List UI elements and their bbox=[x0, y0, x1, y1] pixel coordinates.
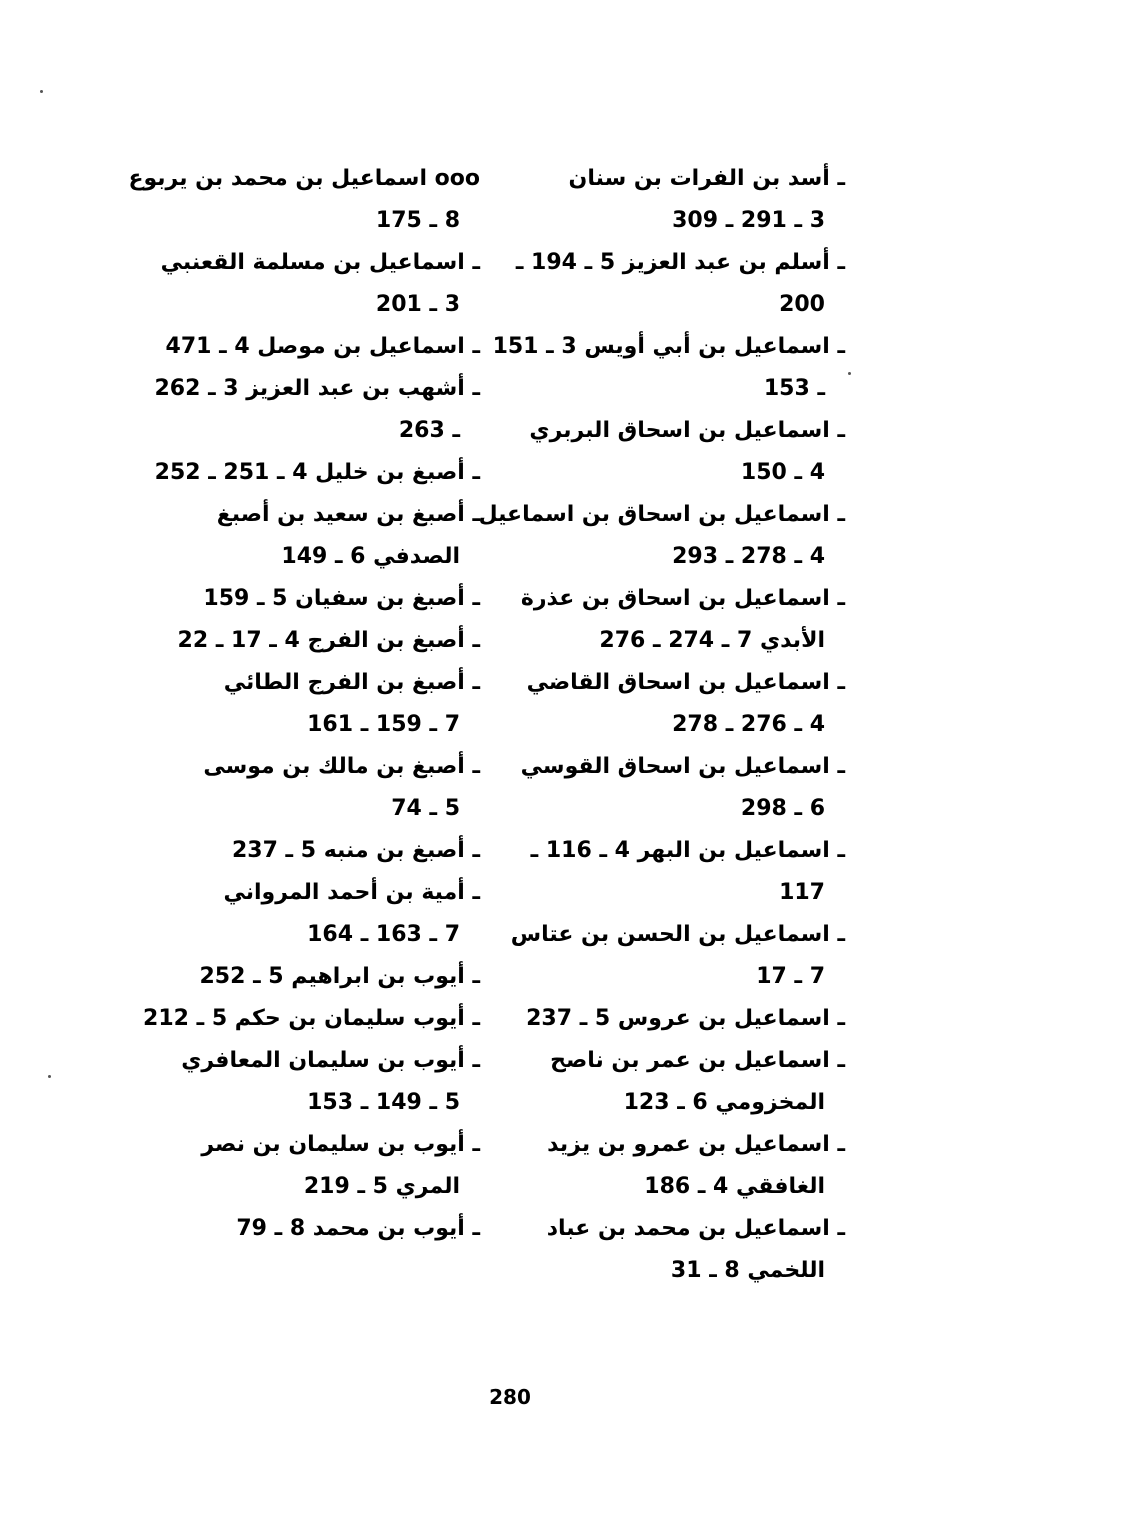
index-entry bbox=[143, 998, 480, 1040]
index-entry-name: ooo اسماعيل بن محمد بن يربوع bbox=[128, 166, 480, 191]
scan-speck bbox=[848, 372, 851, 375]
index-entry-name: ـ اسماعيل بن اسحاق البربري bbox=[529, 418, 845, 443]
page-number: 280 bbox=[489, 1385, 531, 1409]
index-entry-name: ـ اسماعيل بن البهر 4 ـ 116 ـ bbox=[530, 838, 845, 863]
index-entry-continuation: 3 ـ 291 ـ 309 bbox=[672, 208, 825, 233]
index-entry-name: ـ اسماعيل بن الحسن بن عتاس bbox=[510, 922, 845, 947]
index-entry bbox=[150, 368, 480, 452]
index-entry-name: ـ أصبغ بن الفرج الطائي bbox=[223, 670, 480, 695]
index-entry bbox=[520, 746, 845, 830]
index-entry-name: ـ اسماعيل بن اسحاق القوسي bbox=[520, 754, 845, 779]
index-entry-name: ـ أيوب بن محمد 8 ـ 79 bbox=[236, 1216, 480, 1241]
index-entry bbox=[478, 494, 845, 578]
index-entry-name: ـ أيوب بن سليمان بن نصر bbox=[201, 1132, 480, 1157]
index-entry-continuation: 4 ـ 150 bbox=[740, 460, 825, 485]
index-entry-name: ـ اسماعيل بن عمر بن ناصح bbox=[550, 1048, 845, 1073]
index-entry-continuation: 200 bbox=[779, 292, 825, 317]
index-entry-continuation: 7 ـ 159 ـ 161 bbox=[307, 712, 460, 737]
index-entry-name: ـ اسماعيل بن اسحاق بن اسماعيل bbox=[478, 502, 845, 527]
index-entry-name: ـ أصبغ بن منبه 5 ـ 237 bbox=[231, 838, 480, 863]
index-entry-name: ـ أيوب سليمان بن حكم 5 ـ 212 bbox=[143, 1006, 480, 1031]
scan-speck bbox=[40, 90, 43, 93]
index-entry-continuation: 6 ـ 298 bbox=[740, 796, 825, 821]
index-entry-name: ـ أشهب بن عبد العزيز 3 ـ 262 bbox=[154, 376, 480, 401]
index-entry bbox=[150, 326, 480, 368]
index-entry bbox=[520, 1208, 845, 1292]
index-entry-continuation: الصدفي 6 ـ 149 bbox=[281, 544, 460, 569]
index-entry-continuation: 3 ـ 201 bbox=[375, 292, 460, 317]
index-entry-continuation: الأبدي 7 ـ 274 ـ 276 bbox=[599, 628, 825, 653]
index-entry-name: ـ أسلم بن عبد العزيز 5 ـ 194 ـ bbox=[515, 250, 845, 275]
index-entry-name: ـ اسماعيل بن اسحاق بن عذرة bbox=[520, 586, 845, 611]
index-entry bbox=[150, 746, 480, 830]
index-entry-name: ـ أصبغ بن سعيد بن أصبغ bbox=[216, 502, 480, 527]
index-entry-name: ـ أيوب بن سليمان المعافري bbox=[181, 1048, 480, 1073]
index-entry bbox=[520, 410, 845, 494]
index-entry-continuation: ـ 153 bbox=[763, 376, 825, 401]
scan-speck bbox=[48, 1075, 51, 1078]
index-entry-continuation: 117 bbox=[779, 880, 825, 905]
index-entry-name: ـ أمية بن أحمد المرواني bbox=[223, 880, 480, 905]
index-entry bbox=[150, 620, 480, 662]
index-entry-name: ـ أصبغ بن مالك بن موسى bbox=[203, 754, 480, 779]
index-entry-name: ـ أصبغ بن سفيان 5 ـ 159 bbox=[203, 586, 480, 611]
index-entry bbox=[128, 158, 480, 242]
index-entry bbox=[150, 1124, 480, 1208]
index-entry bbox=[515, 242, 845, 326]
index-entry bbox=[150, 242, 480, 326]
index-entry-name: ـ اسماعيل بن أبي أويس 3 ـ 151 bbox=[492, 334, 845, 359]
index-entry bbox=[520, 158, 845, 242]
index-entry-continuation: 8 ـ 175 bbox=[375, 208, 460, 233]
index-entry-continuation: الغافقي 4 ـ 186 bbox=[644, 1174, 825, 1199]
index-entry bbox=[150, 1040, 480, 1124]
index-entry bbox=[492, 326, 845, 410]
index-entry-continuation: 5 ـ 74 bbox=[391, 796, 460, 821]
index-entry-name: ـ أيوب بن ابراهيم 5 ـ 252 bbox=[199, 964, 480, 989]
index-entry bbox=[520, 662, 845, 746]
index-entry bbox=[150, 872, 480, 956]
index-entry bbox=[150, 830, 480, 872]
index-entry bbox=[510, 914, 845, 998]
index-entry-continuation: ـ 263 bbox=[398, 418, 460, 443]
index-entry bbox=[520, 1040, 845, 1124]
index-entry-name: ـ اسماعيل بن عروس 5 ـ 237 bbox=[526, 1006, 845, 1031]
index-entry bbox=[520, 578, 845, 662]
index-entry-continuation: 7 ـ 17 bbox=[756, 964, 825, 989]
index-entry bbox=[520, 830, 845, 914]
index-entry-name: ـ اسماعيل بن محمد بن عباد bbox=[546, 1216, 845, 1241]
index-entry-name: ـ أصبغ بن خليل 4 ـ 251 ـ 252 bbox=[154, 460, 480, 485]
index-entry bbox=[150, 578, 480, 620]
index-entry bbox=[520, 998, 845, 1040]
index-entry-name: ـ اسماعيل بن موصل 4 ـ 471 bbox=[165, 334, 480, 359]
index-column-left bbox=[128, 158, 480, 1250]
index-entry-continuation: المخزومي 6 ـ 123 bbox=[623, 1090, 825, 1115]
index-entry-continuation: 7 ـ 163 ـ 164 bbox=[307, 922, 460, 947]
index-entry bbox=[150, 1208, 480, 1250]
index-entry-continuation: 4 ـ 276 ـ 278 bbox=[672, 712, 825, 737]
index-entry bbox=[150, 662, 480, 746]
index-entry bbox=[150, 452, 480, 494]
index-column-right bbox=[478, 158, 845, 1292]
index-entry bbox=[150, 494, 480, 578]
index-entry-name: ـ اسماعيل بن عمرو بن يزيد bbox=[547, 1132, 845, 1157]
index-entry-name: ـ أسد بن الفرات بن سنان bbox=[568, 166, 845, 191]
index-entry-continuation: 4 ـ 278 ـ 293 bbox=[672, 544, 825, 569]
index-entry-name: ـ اسماعيل بن مسلمة القعنبي bbox=[160, 250, 480, 275]
index-entry-name: ـ اسماعيل بن اسحاق القاضي bbox=[526, 670, 845, 695]
index-entry-continuation: المري 5 ـ 219 bbox=[303, 1174, 460, 1199]
index-entry bbox=[150, 956, 480, 998]
index-entry-name: ـ أصبغ بن الفرج 4 ـ 17 ـ 22 bbox=[177, 628, 480, 653]
index-entry-continuation: اللخمي 8 ـ 31 bbox=[670, 1258, 825, 1283]
index-entry bbox=[520, 1124, 845, 1208]
index-entry-continuation: 5 ـ 149 ـ 153 bbox=[307, 1090, 460, 1115]
